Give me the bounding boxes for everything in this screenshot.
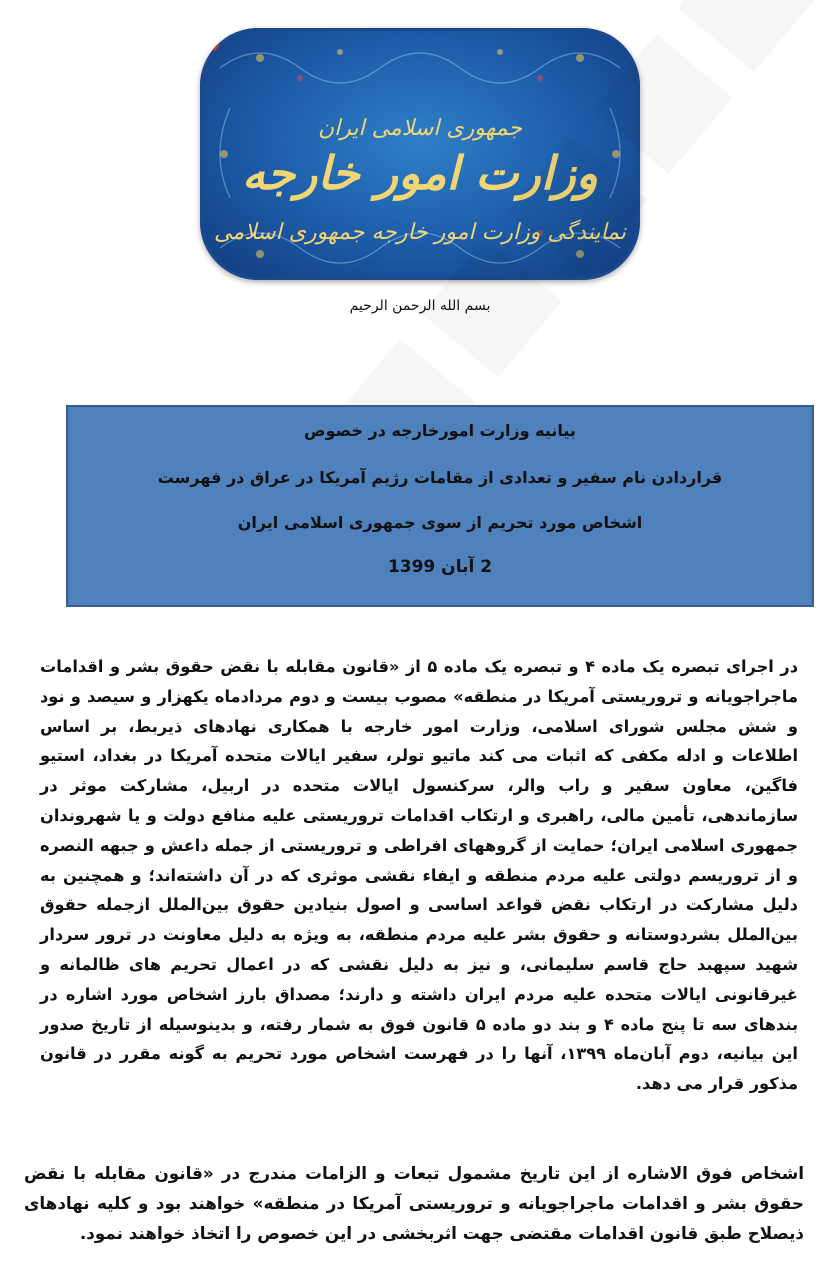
body-paragraph-2: اشخاص فوق الاشاره از این تاریخ مشمول تبعات و الزامات مندرج در «قانون مقابله با نقض حقوق بشر و اقدامات ماجراجویانه و تروریستی آمریکا در منطقه» خواهند بود و کلیه نهادهای ذیصلاح طبق قانون اقدامات مقتضی جهت اثربخشی در این خصوص را اتخاذ خواهند نمود.: [24, 1163, 804, 1243]
ministry-logo: [200, 28, 640, 280]
emblem-icon: [200, 28, 230, 52]
title-line-1: بیانیه وزارت امورخارجه در خصوص: [304, 421, 576, 440]
bismillah-text: بسم الله الرحمن الرحیم: [349, 298, 491, 314]
logo-line-2: وزارت امور خارجه: [242, 146, 598, 200]
statement-title-box: [66, 405, 814, 607]
title-line-2: قراردادن نام سفیر و تعدادی از مقامات رژیم آمریکا در عراق در فهرست: [157, 468, 723, 487]
statement-date: 2 آبان 1399: [387, 557, 493, 577]
logo-line-3: نمایندگی وزارت امور خارجه جمهوری اسلامی: [214, 220, 626, 245]
title-line-3: اشخاص مورد تحریم از سوی جمهوری اسلامی ایران: [237, 513, 643, 532]
logo-line-1: جمهوری اسلامی ایران: [317, 116, 523, 141]
body-paragraph-1: در اجرای تبصره یک ماده ۴ و تبصره یک ماده ۵ از «قانون مقابله با نقض حقوق بشر و اقدامات ماجراجویانه و تروریستی آمریکا در منطقه» مصوب بیست و دوم مردادماه یکهزار و سیصد و نود و شش مجلس شورای اسلامی، وزارت امور خارجه با همکاری نهادهای ذیربط، بر اساس اطلاعات و ادله مکفی که اثبات می کند ماتیو تولر، سفیر ایالات متحده آمریکا در بغداد، استیو فاگین، معاون سفیر و راب والر، سرکنسول ایالات متحده در اربیل، مشارکت موثر در سازماندهی، تأمین مالی، راهبری و ارتکاب اقدامات تروریستی علیه منافع دولت و یا شهروندان جمهوری اسلامی ایران؛ حمایت از گروههای افراطی و تروریستی از جمله داعش و جبهه النصره و از تروریسم دولتی علیه مردم منطقه و ایفاء نقشی موثری که در آن داشته‌اند؛ و همچنین به دلیل مشارکت در ارتکاب نقض قواعد اساسی و اصول بنیادین حقوق بین‌الملل ازجمله حقوق بین‌الملل بشردوستانه و حقوق بشر علیه مردم منطقه، به ویژه به دلیل معاونت در ترور سردار شهید سپهبد حاج قاسم سلیمانی، و نیز به دلیل نقشی که در اعمال تحریم های ظالمانه و غیرقانونی ایالات متحده علیه مردم ایران داشته و دارند؛ مصداق بارز اشخاص مورد اشاره در بندهای سه تا پنج ماده ۴ و بند دو ماده ۵ قانون فوق به شمار رفته، و بدینوسیله از تاریخ صدور این بیانیه، دوم آبان‌ماه ۱۳۹۹، آنها را در فهرست اشخاص مورد تحریم به گونه مقرر در قانون مذکور قرار می دهد.: [40, 657, 799, 1094]
